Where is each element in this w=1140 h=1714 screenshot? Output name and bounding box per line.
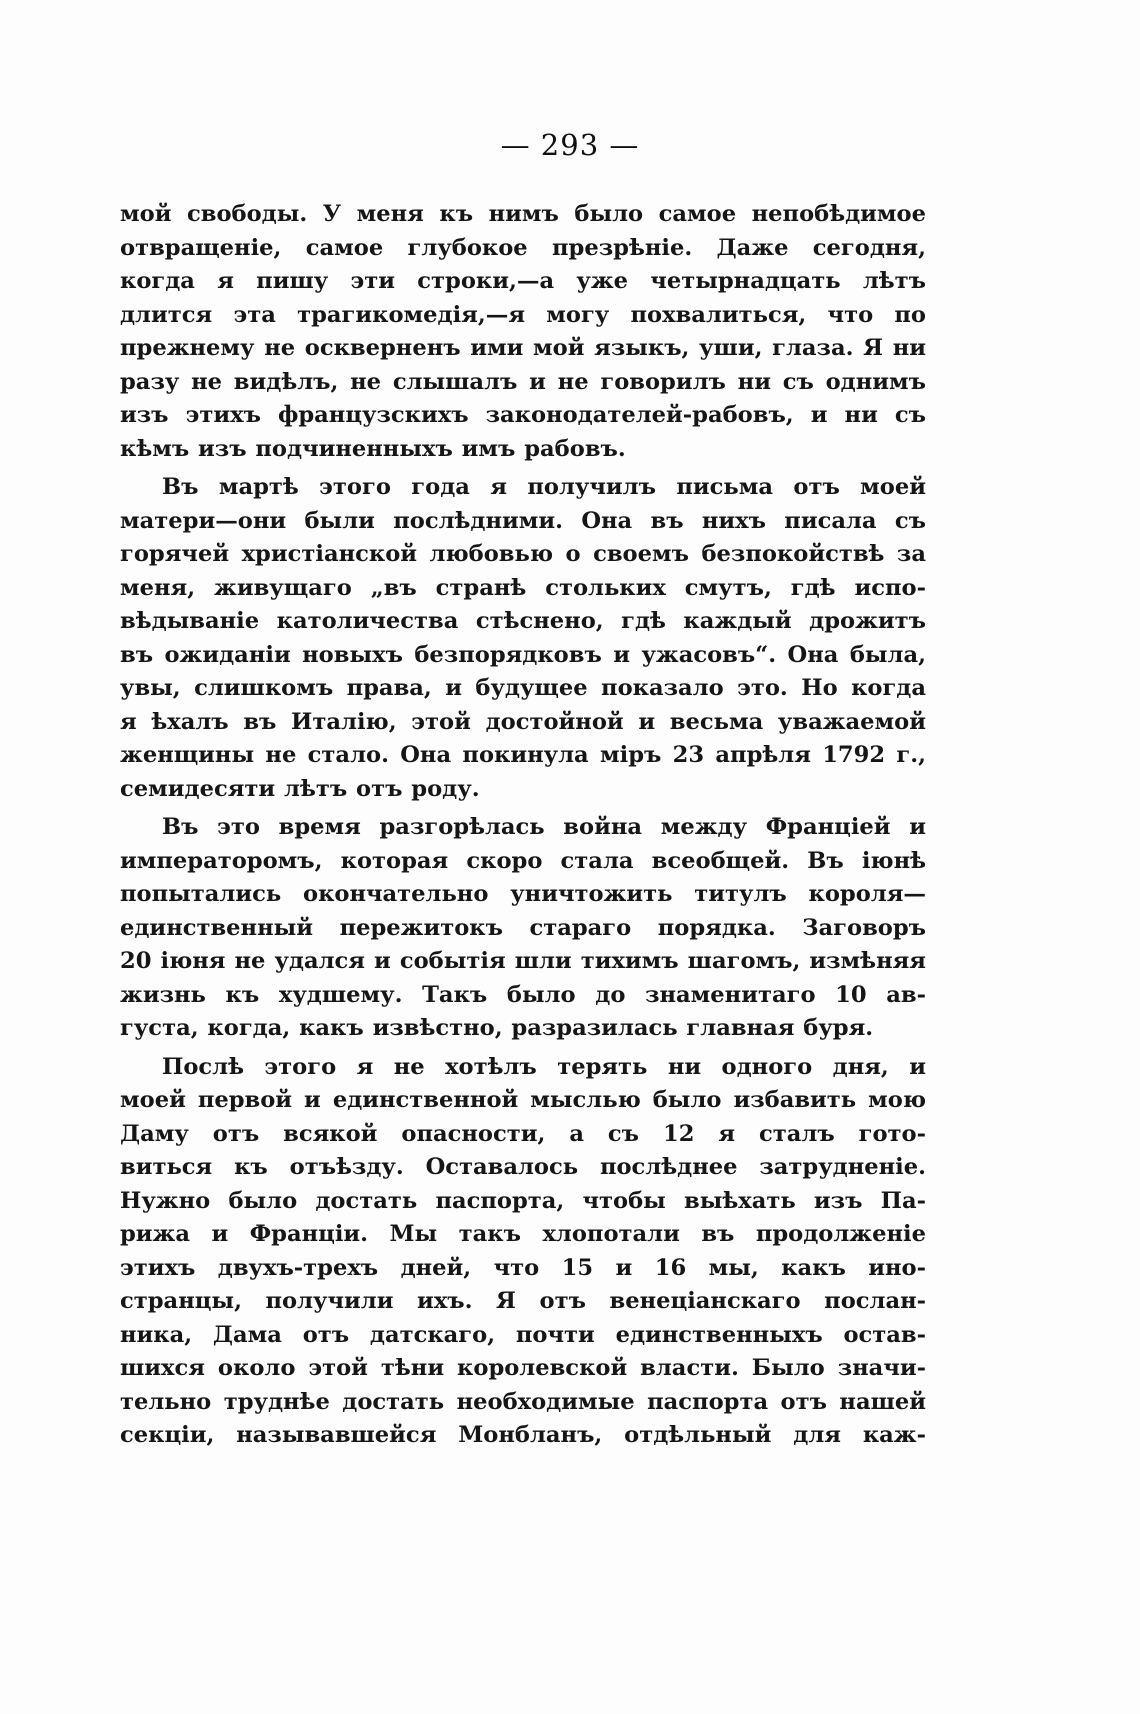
text-line: Даму отъ всякой опасности, а съ 12 я сталъ гото- <box>120 1120 926 1147</box>
text-line: женщины не стало. Она покинула міръ 23 апрѣля 1792 г., <box>120 742 926 768</box>
text-line: вѣдываніе католичества стѣснено, гдѣ каждый дрожитъ <box>120 608 926 634</box>
page-number: — 293 — <box>500 128 640 162</box>
text-line: меня, живущаго „въ странѣ стольких смутъ, гдѣ испо- <box>120 574 926 601</box>
paragraph-4 <box>120 1051 926 1453</box>
text-line: въ ожиданіи новыхъ безпорядковъ и ужасовъ“. Она была, <box>120 641 926 668</box>
text-line: моей первой и единственной мыслью было избавить мою <box>120 1087 926 1113</box>
text-line: разу не видѣлъ, не слышалъ и не говорилъ ни съ однимъ <box>120 368 926 395</box>
text-line: густа, когда, какъ извѣстно, разразилась главная буря. <box>120 1015 874 1041</box>
text-line: матери—они были послѣдними. Она въ нихъ писала съ <box>120 507 926 534</box>
text-line: Въ это время разгорѣлась война между Франціей и <box>162 814 926 840</box>
paragraph-2 <box>120 471 926 806</box>
text-line: кѣмъ изъ подчиненныхъ имъ рабовъ. <box>120 435 626 462</box>
text-line: шихся около этой тѣни королевской власти. Было значи- <box>120 1355 926 1381</box>
text-line: единственный пережитокъ стараго порядка. Заговоръ <box>120 914 926 941</box>
text-line: 20 іюня не удался и событія шли тихимъ шагомъ, измѣняя <box>120 948 926 974</box>
text-line: прежнему не оскверненъ ими мой языкъ, уши, глаза. Я ни <box>120 335 926 361</box>
text-line: длится эта трагикомедія,—я могу похвалиться, что по <box>120 301 926 328</box>
text-line: семидесяти лѣтъ отъ роду. <box>120 775 480 802</box>
text-line: императоромъ, которая скоро стала всеобщей. Въ іюнѣ <box>120 847 926 874</box>
text-line: увы, слишкомъ права, и будущее показало это. Но когда <box>120 675 926 701</box>
text-line: жизнь къ худшему. Такъ было до знаменитаго 10 ав- <box>120 981 926 1008</box>
text-line: Въ мартѣ этого года я получилъ письма отъ моей <box>162 474 926 500</box>
text-line: попытались окончательно уничтожить титулъ короля— <box>120 881 926 907</box>
text-line: горячей христіанской любовью о своемъ безпокойствѣ за <box>120 541 926 567</box>
paragraph-3 <box>120 811 926 1046</box>
text-line: виться къ отъѣзду. Оставалось послѣднее затрудненіе. <box>120 1154 926 1180</box>
text-line: секціи, называвшейся Монбланъ, отдѣльный для каж- <box>120 1422 926 1448</box>
body-text <box>120 198 926 1458</box>
text-line: странцы, получили ихъ. Я отъ венеціанскаго послан- <box>120 1288 926 1314</box>
text-line: мой свободы. У меня къ нимъ было самое непобѣдимое <box>120 201 926 227</box>
text-line: отвращеніе, самое глубокое презрѣніе. Даже сегодня, <box>120 234 926 261</box>
text-line: тельно труднѣе достать необходимые паспорта отъ нашей <box>120 1388 926 1415</box>
text-line: Послѣ этого я не хотѣлъ терять ни одного дня, и <box>162 1053 926 1080</box>
text-line: когда я пишу эти строки,—а уже четырнадцать лѣтъ <box>120 268 926 294</box>
paragraph-1 <box>120 198 926 466</box>
text-line: я ѣхалъ въ Италію, этой достойной и весьма уважаемой <box>120 708 926 735</box>
text-line: этихъ двухъ-трехъ дней, что 15 и 16 мы, какъ ино- <box>120 1254 926 1281</box>
text-line: изъ этихъ французскихъ законодателей-рабовъ, и ни съ <box>120 402 926 428</box>
text-line: Нужно было достать паспорта, чтобы выѣхать изъ Па- <box>120 1187 926 1214</box>
text-line: рижа и Франціи. Мы такъ хлопотали въ продолженіе <box>120 1221 926 1247</box>
text-line: ника, Дама отъ датскаго, почти единственныхъ остав- <box>120 1321 926 1348</box>
